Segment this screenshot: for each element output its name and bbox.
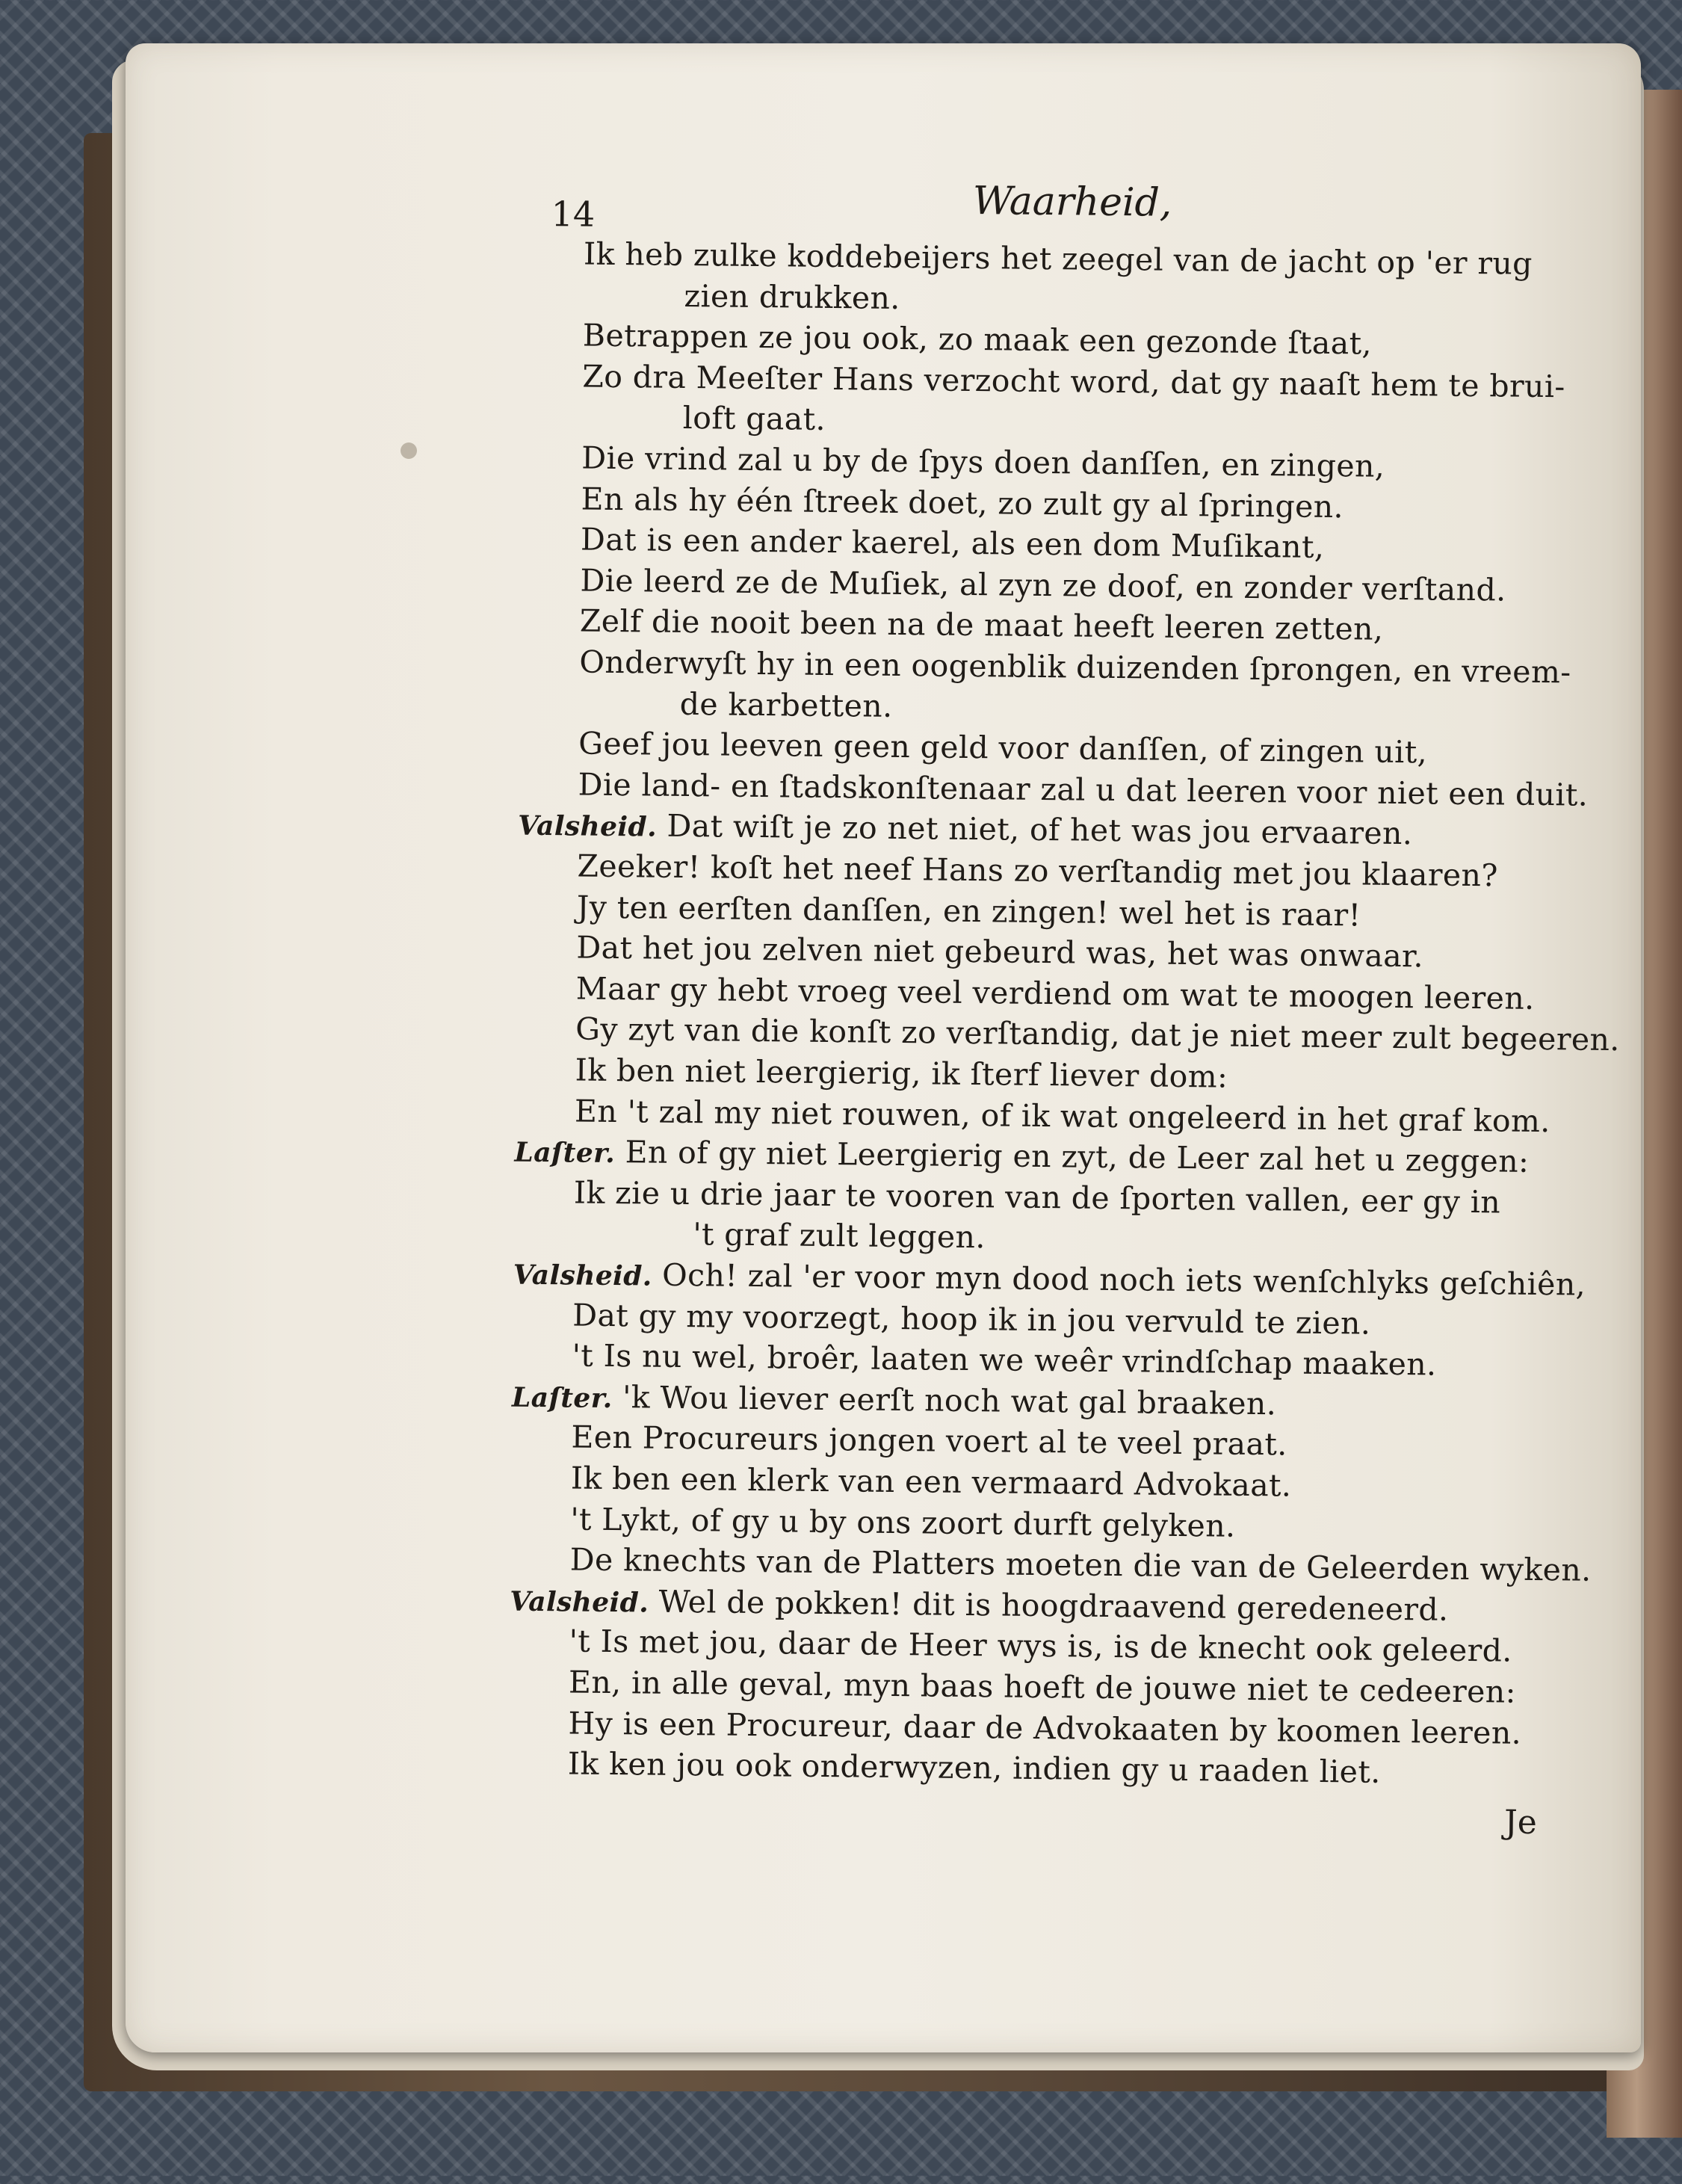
verse-text: Zeeker! koſt het neef Hans zo verſtandig met jou klaaren? [577, 848, 1499, 894]
speaker-name: Valsheid. [509, 1585, 649, 1619]
verse-text: De knechts van de Platters moeten die van de Geleerden wyken. [569, 1541, 1592, 1588]
verse-text: 't Is nu wel, broêr, laaten we weêr vrindſchap maaken. [572, 1337, 1437, 1383]
verse-text: Zo dra Meeſter Hans verzocht word, dat gy naaſt hem te brui- [582, 358, 1565, 405]
verse-line [581, 439, 1385, 486]
verse-line [576, 928, 1423, 976]
verse-line [577, 887, 1361, 934]
verse-line [693, 1215, 986, 1257]
verse-text: Dat gy my voorzegt, hoop ik in jou vervuld te zien. [572, 1297, 1371, 1342]
verse-text: En 't zal my niet rouwen, of ik wat ongeleerd in het graf kom. [574, 1093, 1550, 1139]
verse-line [580, 602, 1384, 649]
verse-text: En als hy één ſtreek doet, zo zult gy al ſpringen. [581, 481, 1344, 525]
page-number: 14 [551, 194, 596, 235]
verse-text: 't graf zult leggen. [693, 1216, 986, 1256]
verse-text: Die land- en ſtadskonſtenaar zal u dat leeren voor niet een duit. [578, 766, 1589, 813]
verse-line [584, 235, 1533, 283]
verse-text: 't Is met jou, daar de Heer wys is, is de knecht ook geleerd. [569, 1623, 1512, 1670]
verse-text: En, in alle geval, myn baas hoeft de jouwe niet te cedeeren: [568, 1664, 1517, 1710]
verse-text: 'k Wou liever eerſt noch wat gal braaken. [612, 1378, 1277, 1422]
verse-text: Ik heb zulke koddebeijers het zeegel van de jacht op 'er rug [583, 235, 1533, 282]
speaker-name: Laſter. [511, 1381, 613, 1414]
verse-text: Hy is een Procureur, daar de Advokaaten by koomen leeren. [568, 1705, 1522, 1751]
verse-text: Die leerd ze de Muſiek, al zyn ze doof, en zonder verſtand. [580, 562, 1506, 608]
catchword: Je [1503, 1803, 1538, 1842]
verse-line [576, 969, 1535, 1017]
verse-text: loft gaat. [682, 400, 826, 438]
verse-text: Betrappen ze jou ook, zo maak een gezonde ſtaat, [582, 317, 1373, 362]
verse-line [680, 685, 893, 726]
verse-line [581, 479, 1344, 526]
verse-line [568, 1745, 1381, 1792]
verse-line [684, 277, 900, 318]
verse-text: zien drukken. [684, 277, 901, 316]
verse-text: Een Procureurs jongen voert al te veel praat. [571, 1419, 1287, 1463]
verse-text: Gy zyt van die konſt zo verſtandig, dat je niet meer zult begeeren. [575, 1011, 1621, 1058]
verse-text: Die vrind zal u by de ſpys doen danſſen, en zingen, [581, 439, 1385, 484]
verse-line [583, 316, 1373, 363]
verse-line [578, 724, 1427, 772]
verse-line [512, 1376, 1277, 1425]
verse-text: Och! zal 'er voor myn dood noch iets wenſchlyks geſchiên, [652, 1256, 1586, 1303]
verse-line [683, 398, 826, 439]
verse-text: Dat het jou zelven niet gebeurd was, het was onwaar. [576, 929, 1424, 975]
verse-text: 't Lykt, of gy u by ons zoort durft gelyken. [570, 1501, 1236, 1544]
verse-text: Ik ben niet leergierig, ik ſterf liever dom: [575, 1052, 1228, 1095]
speaker-name: Valsheid. [517, 810, 658, 844]
verse-text: Wel de pokken! dit is hoogdraavend geredeneerd. [648, 1583, 1449, 1628]
verse-line [581, 520, 1325, 567]
verse-text: Maar gy hebt vroeg veel verdiend om wat te moogen leeren. [575, 970, 1535, 1017]
verse-line [570, 1499, 1236, 1545]
verse-text: Geef jou leeven geen geld voor danſſen, of zingen uit, [578, 725, 1428, 771]
verse-line [575, 1050, 1228, 1096]
verse-text: de karbetten. [679, 685, 893, 724]
verse-line [571, 1418, 1287, 1464]
speaker-name: Laſter. [514, 1136, 616, 1170]
verse-text: Ik ben een klerk van een vermaard Advokaat. [570, 1460, 1292, 1504]
verse-line [580, 561, 1506, 609]
verse-line [571, 1458, 1292, 1505]
verse-line [568, 1703, 1521, 1752]
verse-text: Ik ken jou ook onderwyzen, indien gy u raaden liet. [567, 1745, 1381, 1791]
speaker-name: Valsheid. [513, 1259, 652, 1292]
verse-text: Jy ten eerſten danſſen, en zingen! wel het is raar! [576, 889, 1361, 934]
running-title: Waarheid, [972, 179, 1172, 226]
verse-text: Dat wiſt je zo net niet, of het was jou ervaaren. [656, 808, 1413, 852]
verse-line [569, 1662, 1516, 1711]
verse-text: Dat is een ander kaerel, als een dom Muſikant, [580, 521, 1325, 566]
verse-text: En of gy niet Leergierig en zyt, de Leer zal het u zeggen: [614, 1134, 1530, 1180]
verse-text: Ik zie u drie jaar te vooren van de ſporten vallen, eer gy in [573, 1174, 1501, 1221]
verse-line [572, 1295, 1371, 1342]
verse-text: Onderwyſt hy in een oogenblik duizenden ſprongen, en vreem- [579, 644, 1571, 691]
verse-text: Zelf die nooit been na de maat heeft leeren zetten, [579, 602, 1384, 648]
verse-line [572, 1336, 1436, 1384]
